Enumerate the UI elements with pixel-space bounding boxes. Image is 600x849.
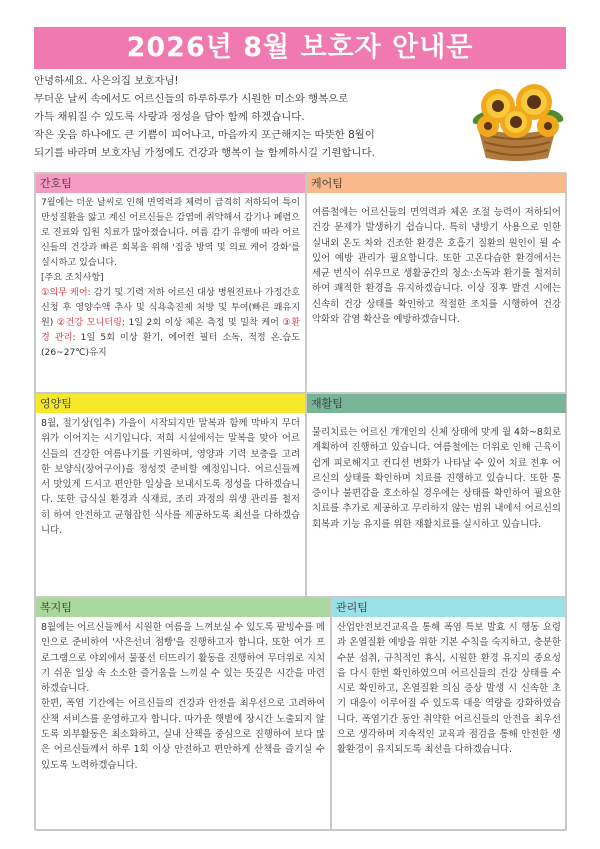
nursing-title: 간호팀 [36,174,305,193]
intro-line: 가득 채워질 수 있도록 사랑과 정성을 담아 함께 하겠습니다. [34,111,305,124]
team-sections [34,172,566,830]
rehab-body: 물리치료는 어르신 개개인의 신체 상태에 맞게 월 4화~8회로 계획하여 진행하고 있습니다. 여름철에는 더위로 인해 근육이 쉽게 피로해지고 컨디션 변화가 나타날 수 있어 치료 전후 어르신의 상태를 확인하며 치료를 진행하고 있습니다. 또한 통증이나 불편감을 호소하실 경우에는 상태를 확인하여 필요한 치료를 추가로 제공하고 무리하지 않는 범위 내에서 어르신의 회복과 기능 유지를 위한 재활치료를 실시하고 있습니다. [312,427,561,530]
nursing-paragraph: 7월에는 더운 날씨로 인해 면역력과 체력이 급격히 저하되어 특이 만성질환을 앓고 계신 어르신들은 감염에 취약해서 감기나 폐렴으로 진료와 입원 치료가 많아졌습니다. 여름 감기 유행에 따라 어르신들의 건강과 빠른 회복을 위해 '집중 방역 및 의료 케어 강화'를 실시하고 있습니다. [41,198,300,268]
nutrition-body: 8월, 절기상(입추) 가을이 시작되지만 말복과 함께 막바지 무더위가 이어지는 시기입니다. 저희 시설에서는 말복을 맞아 어르신들의 건강한 여름나기를 기원하며, 영양과 기력 보충을 고려한 보양식(장어구이)을 정성껏 준비할 예정입니다. 어르신들께서 맛있게 드시고 편안한 일상을 보내시도록 정성을 다하겠습니다. 또한 급식실 환경과 식재료, 조리 과정의 위생 관리를 철저히 하여 안전하고 균형잡힌 식사를 제공하도록 최선을 다하겠습니다. [41,418,300,537]
intro-greeting [34,74,454,164]
rehab-section [306,393,567,597]
measure-3-text: : 1일 5회 이상 환기, 에어컨 필터 소독, 적정 온.습도(26~27℃)유지 [41,333,300,358]
admin-section [331,597,567,831]
nursing-section [35,173,306,393]
page-title: 2026년 8월 보호자 안내문 [34,27,566,69]
welfare-body [36,617,330,773]
intro-line: 되기를 바라며 보호자님 가정에도 건강과 행복이 늘 함께하시길 기원합니다. [34,147,375,160]
intro-line: 안녕하세요. 사은의집 보호자님! [34,75,179,87]
measure-1-text: : 감기 및 기력 저하 어르신 대상 병원진료나 가정간호 신청 후 영양수액 추사 및 식욕촉진제 처방 및 투여(빠른 쾌유지원) [41,288,301,328]
rehab-title: 재활팀 [307,394,566,413]
measure-3-label: ③환경 관리 [41,318,300,343]
nutrition-title: 영양팀 [36,394,305,413]
care-body: 여름철에는 어르신들의 면역력과 체온 조절 능력이 저하되어 건강 문제가 발생하기 쉽습니다. 특히 냉방기 사용으로 인한 실내외 온도 차와 건조한 환경은 호흡기 질환의 원인이 될 수 있어 예방 관리가 필요합니다. 또한 고온다습한 환경에서는 세균 번식이 쉬우므로 생활공간의 청소·소독과 환기를 철저히 하여 쾌적한 환경을 유지하겠습니다. 이상 징후 발견 시에는 신속히 건강 상태를 확인하고 적절한 조치를 시행하여 건강 악화와 감염 확산을 예방하겠습니다. [312,207,561,326]
measure-2-label: ②건강 모니터링 [56,318,122,328]
intro-line: 작은 웃음 하나에도 큰 기쁨이 피어나고, 마음까지 포근해지는 따뜻한 8월이 [34,129,375,142]
measure-1-label: ①의무 케어 [41,288,88,298]
welfare-title: 복지팀 [36,598,330,617]
welfare-section [35,597,331,831]
sunflower-basket-icon [468,72,566,164]
nursing-list-heading: [주요 조치사항] [41,273,104,283]
care-section [306,173,567,393]
admin-body: 산업안전보건교육을 통해 폭염 특보 발효 시 행동 요령과 온열질환 예방을 위한 기본 수칙을 숙지하고, 충분한 수분 섭취, 규칙적인 휴식, 시원한 환경 유지의 중요성을 다시 한번 확인하였으며 어르신들의 건강 상태를 수시로 확인하고, 온열질환 의심 증상 발생 시 신속한 초기 대응이 이루어질 수 있도록 대응 역량을 강화하였습니다. 폭염기간 동안 취약한 어르신들의 안전을 최우선으로 생각하며 지속적인 교육과 점검을 통해 안전한 생활환경이 유지되도록 최선을 다하겠습니다. [337,622,561,756]
nursing-body [36,193,305,361]
welfare-paragraph: 8월에는 어르신들께서 시원한 여름을 느껴보실 수 있도록 팥빙수를 메인으로 준비하여 '사은선녀 점빵'을 진행하고자 합니다. 또한 여가 프로그램으로 야외에서 물풍선 터뜨리기 활동을 진행하여 무더위로 지치기 쉬운 일상 속 소소한 즐거움을 느끼실 수 있는 뜻깊은 시간을 마련하겠습니다. [41,622,325,695]
intro-line: 무더운 날씨 속에서도 어르신들의 하루하루가 시원한 미소와 행복으로 [34,93,349,106]
admin-title: 관리팀 [332,598,566,617]
nursing-measures [41,286,300,361]
care-title: 케어팀 [307,174,566,193]
measure-2-text: : 1일 2회 이상 체온 측정 및 밀착 케어 [121,318,283,328]
welfare-paragraph: 한편, 폭염 기간에는 어르신들의 건강과 안전을 최우선으로 고려하여 산책 서비스를 운영하고자 합니다. 따가운 햇볕에 장시간 노출되지 않도록 외부활동은 최소화하고, 실내 산책을 중심으로 진행하여 보다 많은 어르신들께서 하루 1회 이상 안전하고 편안하게 산책을 즐기실 수 있도록 노력하겠습니다. [41,698,325,771]
nutrition-section [35,393,306,597]
